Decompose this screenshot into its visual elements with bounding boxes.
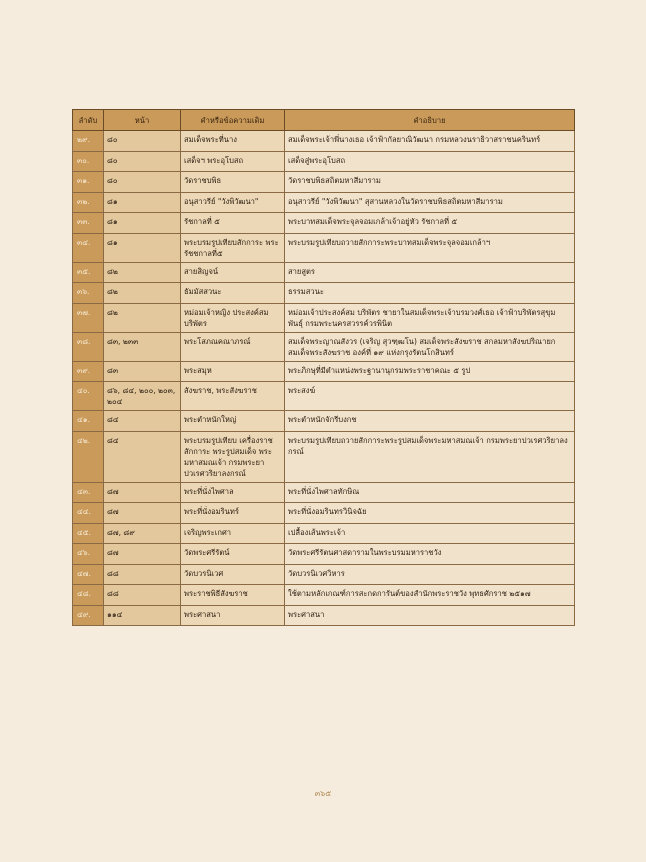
table-row [73,544,575,565]
table-header-row [73,110,575,131]
header-num: ลำดับ [73,110,104,131]
row-number: ๔๔. [73,503,104,524]
row-number: ๓๔. [73,233,104,262]
table-row [73,262,575,283]
row-description: เปลื้องเส้นพระเจ้า [285,523,575,544]
table-row [73,361,575,382]
row-number: ๓๒. [73,192,104,213]
row-original-word: สมเด็จพระที่นาง [181,131,285,152]
row-page: ๘๐ [104,172,181,193]
table-row [73,523,575,544]
row-original-word: พระบรมรูปเทียบ เครื่องราชสักการะ พระรูปสมเด็จ พระมหาสมณเจ้า กรมพระยา ปวเรศวริยาลงกรณ์ [181,431,285,482]
row-page: ๘๓, ๒๓๓ [104,332,181,361]
row-original-word: สายสิญจน์ [181,262,285,283]
row-page: ๘๐ [104,131,181,152]
row-page: ๘๑ [104,213,181,234]
table-row [73,303,575,332]
row-page: ๘๑ [104,233,181,262]
row-description: พระสงฆ์ [285,382,575,411]
row-page: ๘๗ [104,544,181,565]
row-description: พระบาทสมเด็จพระจุลจอมเกล้าเจ้าอยู่หัว รัชกาลที่ ๕ [285,213,575,234]
row-description: พระบรมรูปเทียบถวายสักการะพระรูปสมเด็จพระมหาสมณเจ้า กรมพระยาปวเรศวริยาลงกรณ์ [285,431,575,482]
table-row [73,411,575,432]
row-page: ๘๔ [104,411,181,432]
table-row [73,283,575,304]
row-description: พระที่นั่งอมรินทรวินิจฉัย [285,503,575,524]
row-number: ๔๑. [73,411,104,432]
row-page: ๘๑ [104,192,181,213]
table-row [73,131,575,152]
row-description: พระภิกษุที่มีตำแหน่งพระฐานานุกรมพระราชาคณะ ๕ รูป [285,361,575,382]
table-row [73,503,575,524]
table-row [73,151,575,172]
row-original-word: วัดพระศรีรัตน์ [181,544,285,565]
row-original-word: พระศาสนา [181,605,285,626]
row-number: ๓๕. [73,262,104,283]
row-original-word: สังฆราช, พระสังฆราช [181,382,285,411]
header-desc: คำอธิบาย [285,110,575,131]
row-description: สมเด็จพระเจ้าพี่นางเธอ เจ้าฟ้ากัลยาณิวัฒนา กรมหลวงนราธิวาสราชนครินทร์ [285,131,575,152]
page-number: ๓๖๕ [314,789,332,798]
row-page: ๘๒ [104,283,181,304]
row-original-word: พระตำหนักใหญ่ [181,411,285,432]
row-original-word: เสด็จฯ พระอุโบสถ [181,151,285,172]
row-number: ๔๒. [73,431,104,482]
row-description: พระศาสนา [285,605,575,626]
row-description: ธรรมสวนะ [285,283,575,304]
row-number: ๓๓. [73,213,104,234]
row-description: พระบรมรูปเทียบถวายสักการะพระบาทสมเด็จพระจุลจอมเกล้าฯ [285,233,575,262]
table-row [73,332,575,361]
row-page: ๘๒ [104,303,181,332]
row-number: ๓๗. [73,303,104,332]
row-description: เสด็จสู่พระอุโบสถ [285,151,575,172]
row-description: ใช้ตามหลักเกณฑ์การสะกดการันต์ของสำนักพระราชวัง พุทธศักราช ๒๕๑๗ [285,585,575,606]
row-page: ๘๗, ๘๙ [104,523,181,544]
row-number: ๔๘. [73,585,104,606]
row-number: ๓๙. [73,361,104,382]
row-page: ๘๔ [104,431,181,482]
row-page: ๘๗ [104,503,181,524]
row-page: ๘๗ [104,482,181,503]
row-number: ๔๙. [73,605,104,626]
table-row [73,213,575,234]
row-description: วัดบวรนิเวศวิหาร [285,564,575,585]
table-row [73,431,575,482]
table-row [73,585,575,606]
row-original-word: พระราชพิธีสังฆราช [181,585,285,606]
row-number: ๔๓. [73,482,104,503]
row-description: พระที่นั่งไพศาลทักษิณ [285,482,575,503]
row-number: ๒๙. [73,131,104,152]
header-word: คำหรือข้อความเดิม [181,110,285,131]
row-page: ๘๓ [104,361,181,382]
row-description: พระตำหนักจักรีบงกช [285,411,575,432]
table-row [73,172,575,193]
row-page: ๘๐ [104,151,181,172]
row-number: ๔๖. [73,544,104,565]
row-description: วัดราชบพิธสถิตมหาสีมาราม [285,172,575,193]
glossary-table [72,109,575,626]
row-page: ๘๘ [104,564,181,585]
row-number: ๔๗. [73,564,104,585]
row-number: ๔๕. [73,523,104,544]
table-row [73,605,575,626]
row-description: อนุสาวรีย์ "วังพิวัฒนา" สุสานหลวงในวัดราชบพิธสถิตมหาสีมาราม [285,192,575,213]
row-original-word: พระบรมรูปเทียบสักการะ พระรัชชกาลที่๕ [181,233,285,262]
row-number: ๓๖. [73,283,104,304]
row-original-word: พระที่นั่งอมรินทร์ [181,503,285,524]
row-page: ๘๘ [104,585,181,606]
table-body [73,131,575,626]
row-original-word: พระที่นั่งไพศาล [181,482,285,503]
table-row [73,192,575,213]
row-original-word: วัดบวรนิเวศ [181,564,285,585]
table-row [73,233,575,262]
header-page: หน้า [104,110,181,131]
table-row [73,382,575,411]
row-original-word: รัชกาลที่ ๕ [181,213,285,234]
row-original-word: อนุสาวรีย์ "วังพิวัฒนา" [181,192,285,213]
row-number: ๓๘. [73,332,104,361]
row-original-word: เจริญพระเกศา [181,523,285,544]
row-original-word: พระโสภณคณาภรณ์ [181,332,285,361]
row-page: ๘๖, ๘๔, ๒๐๐, ๒๐๓, ๒๐๔ [104,382,181,411]
row-number: ๓๑. [73,172,104,193]
row-original-word: วัดราชบพิธ [181,172,285,193]
row-original-word: ธัมมัสสวนะ [181,283,285,304]
row-description: หม่อมเจ้าประสงค์สม บริพัตร ชายาในสมเด็จพระเจ้าบรมวงศ์เธอ เจ้าฟ้าบริพัตรสุขุมพันธุ์ กรมพระนครสวรรค์วรพินิต [285,303,575,332]
row-description: สายสูตร [285,262,575,283]
table-row [73,482,575,503]
row-page: ๘๒ [104,262,181,283]
row-number: ๓๐. [73,151,104,172]
row-original-word: พระสมุห [181,361,285,382]
row-original-word: หม่อมเจ้าหญิง ประสงค์สม บริพัตร [181,303,285,332]
row-number: ๔๐. [73,382,104,411]
row-description: สมเด็จพระญาณสังวร (เจริญ สุวฑฺฒโน) สมเด็จพระสังฆราช สกลมหาสังฆปริณายก สมเด็จพระสังฆราช องค์ที่ ๑๙ แห่งกรุงรัตนโกสินทร์ [285,332,575,361]
row-page: ๑๑๔ [104,605,181,626]
table-row [73,564,575,585]
row-description: วัดพระศรีรัตนศาสดารามในพระบรมมหาราชวัง [285,544,575,565]
